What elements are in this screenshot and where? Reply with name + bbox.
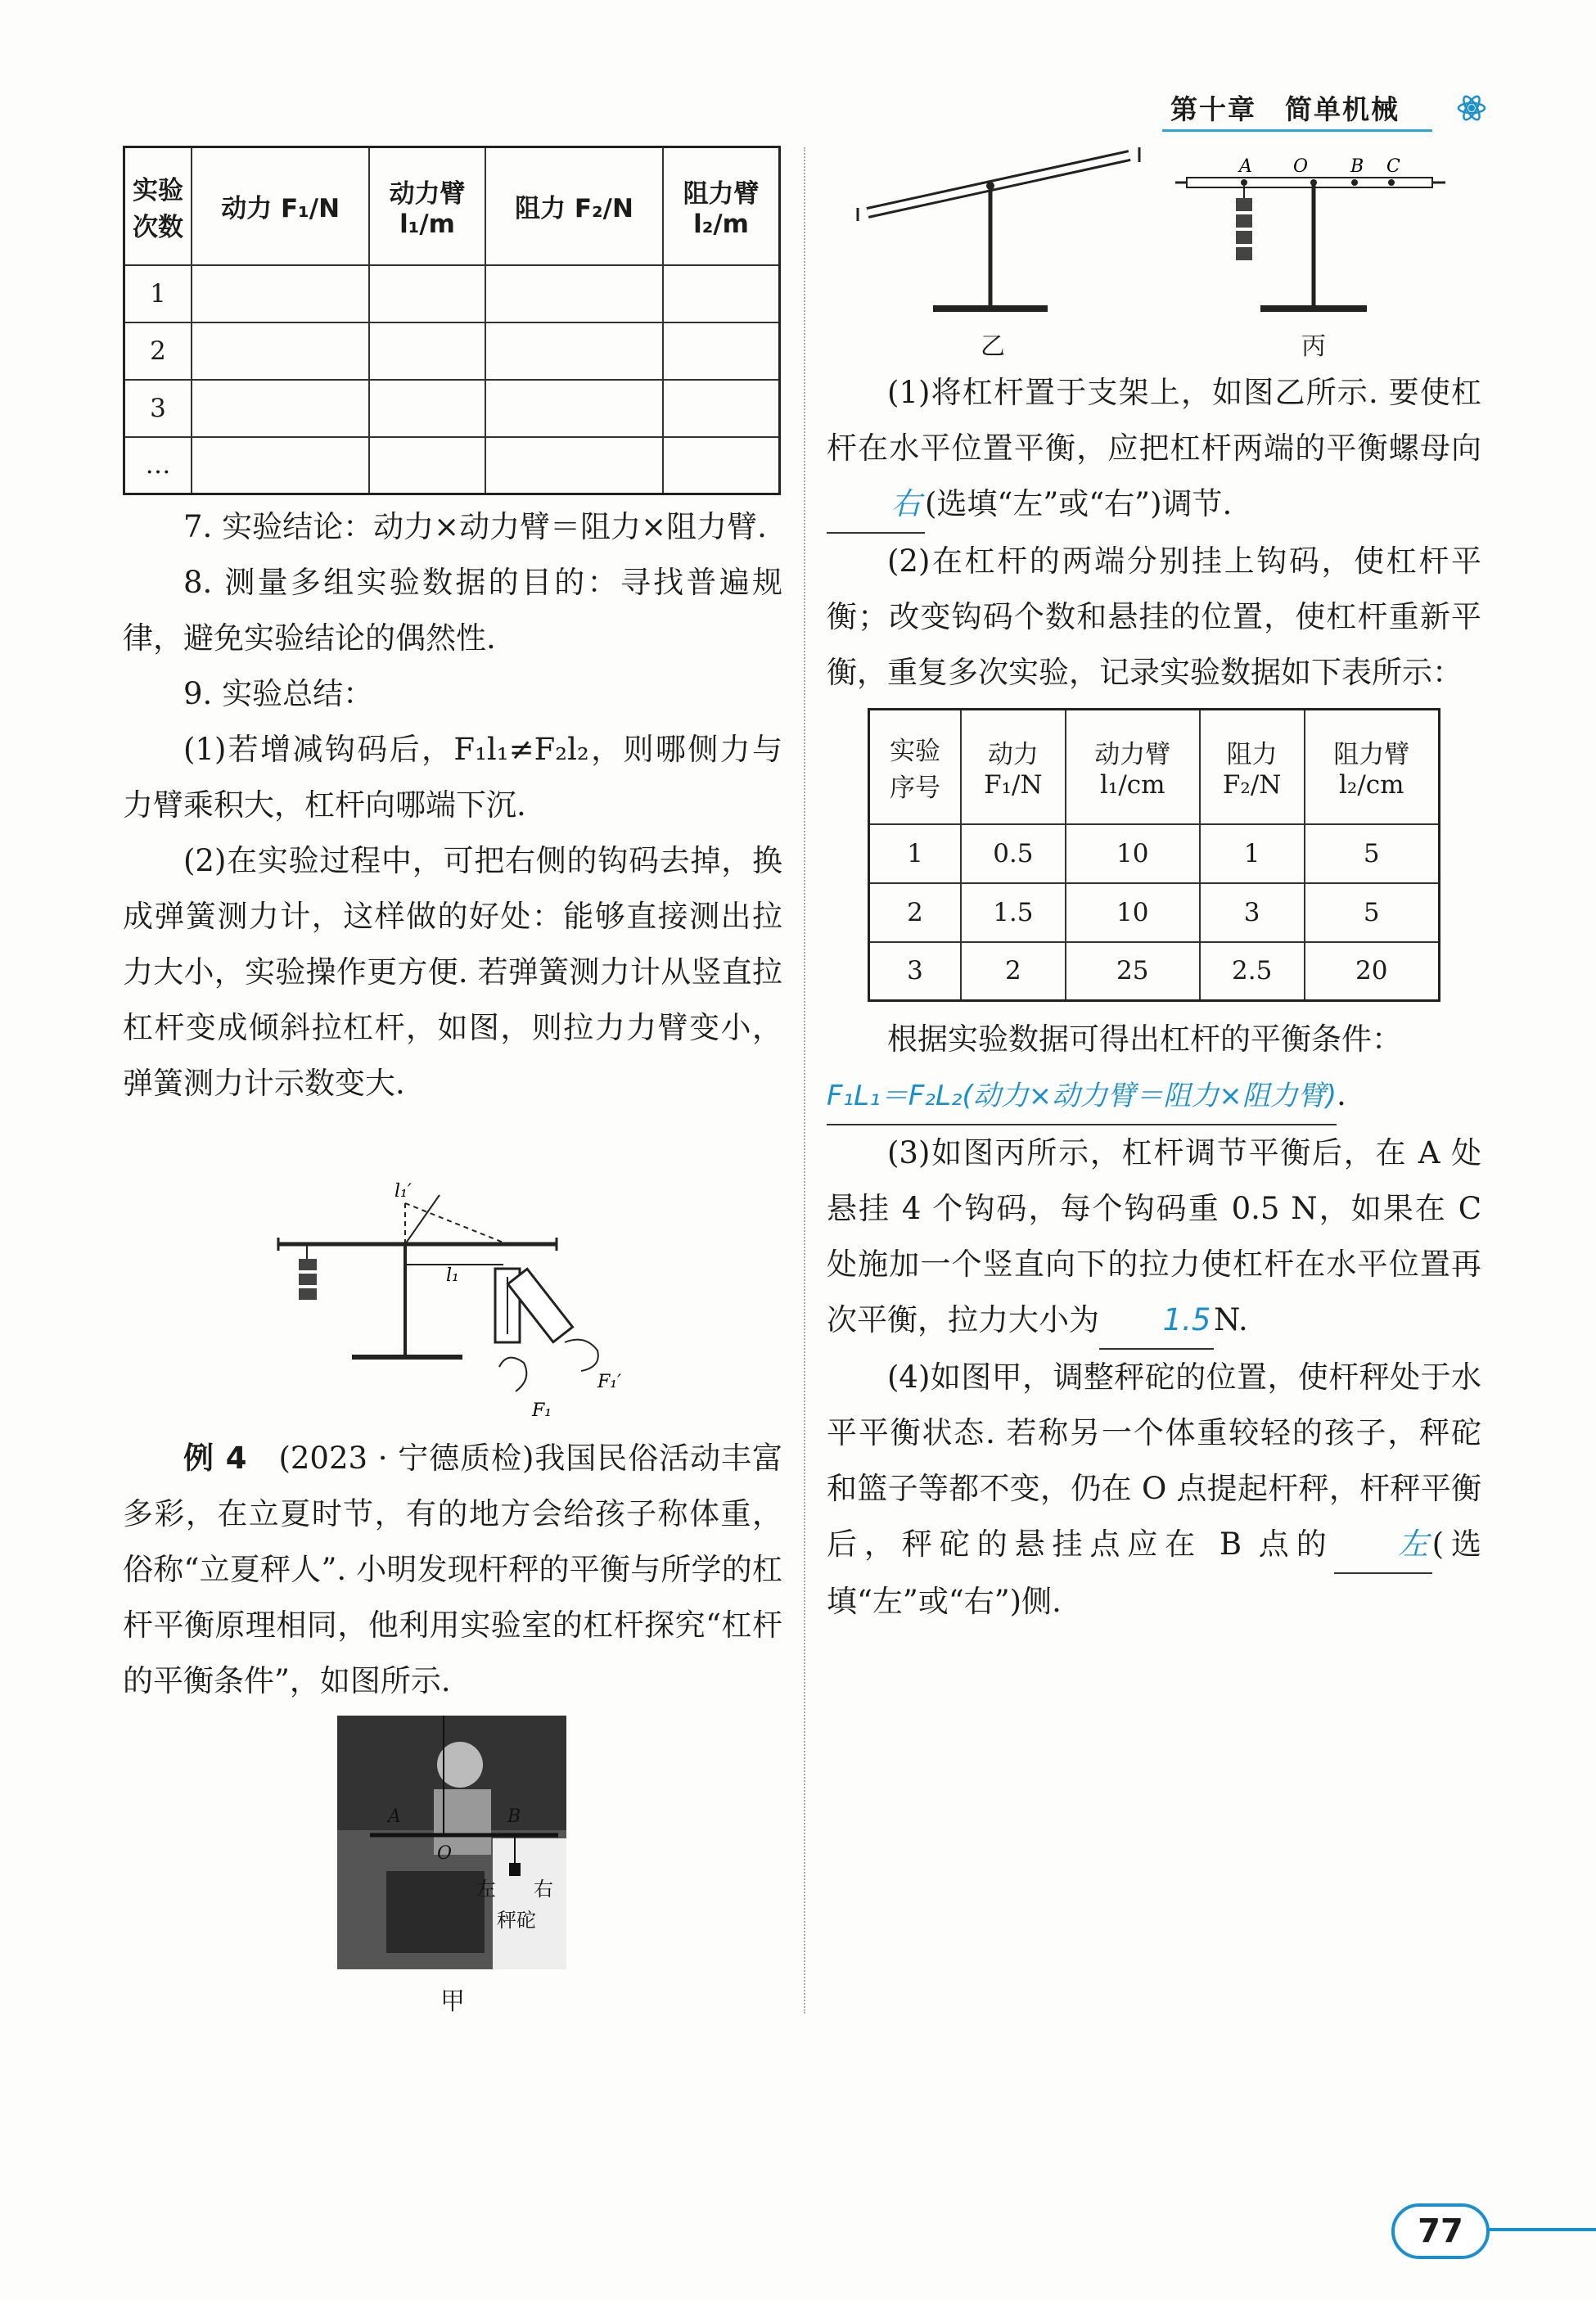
conclusion-answer: F₁L₁＝F₂L₂(动力×动力臂＝阻力×阻力臂). [827,1067,1481,1125]
page-number: 77 [1391,2203,1490,2259]
data-table: 实验 序号 动力 F₁/N 动力臂 l₁/cm 阻力 F₂/N 阻力臂 l₂/cm 1 0.5 10 1 5 2 1.5 10 3 5 3 2 25 2.5 20 [868,708,1440,1002]
caption-bing: 丙 [1301,332,1326,361]
jia-label-o: O [437,1843,453,1864]
table-row: 2 1.5 10 3 5 [869,883,1440,942]
record-table-empty: 实验 次数 动力 F₁/N 动力臂 l₁/m 阻力 F₂/N 阻力臂 l₂/m 1 2 3 … [123,146,781,495]
label-f1-prime: F₁′ [597,1372,622,1392]
right-text-top [827,365,1481,701]
bing-label-a: A [1239,156,1252,177]
left-text-block [123,499,782,1112]
question-2: (2)在杠杆的两端分别挂上钩码，使杠杆平衡；改变钩码个数和悬挂的位置，使杠杆重新平衡，重复多次实验，记录实验数据如下表所示： [827,543,1481,690]
spring-scale-figure [270,1179,647,1424]
chapter-header: 第十章 简单机械 [1170,93,1400,125]
example-label: 例 4 [183,1441,247,1476]
jia-label-b: B [507,1806,521,1827]
caption-jia: 甲 [440,1987,465,2016]
table-row: 1 0.5 10 1 5 [869,824,1440,883]
point-9-1: (1)若增减钩码后，F₁l₁≠F₂l₂，则哪侧力与力臂乘积大，杠杆向哪端下沉. [123,732,782,823]
figure-bing [1170,147,1457,327]
question-1: (1)将杠杆置于支架上，如图乙所示. 要使杠杆在水平位置平衡，应把杠杆两端的平衡螺母向右 (选填“左”或“右”)调节. [827,365,1481,534]
bing-label-o: O [1293,156,1309,177]
jia-label-right: 右 [534,1878,553,1901]
answer-4: 左 [1334,1517,1432,1574]
label-l1: l₁ [446,1265,459,1286]
point-8: 8. 测量多组实验数据的目的：寻找普遍规律，避免实验结论的偶然性. [123,565,782,656]
caption-yi: 乙 [981,332,1005,361]
point-9: 9. 实验总结： [183,676,374,711]
question-4: (4)如图甲，调整秤砣的位置，使杆秤处于水平平衡状态. 若称另一个体重较轻的孩子，秤砣和篮子等都不变，仍在 O 点提起杆秤，杆秤平衡后，秤砣的悬挂点应在 B 点的 左 (选填“左”或“右”)侧. [827,1360,1481,1619]
bing-label-c: C [1386,156,1400,177]
figure-yi [851,139,1162,327]
example-text: (2023 · 宁德质检)我国民俗活动丰富多彩，在立夏时节，有的地方会给孩子称体重，俗称“立夏秤人”. 小明发现杆秤的平衡与所学的杠杆平衡原理相同，他利用实验室的杠杆探究“杠杆的平衡条件”，如图所示. [123,1441,782,1698]
label-f1: F₁ [532,1400,552,1421]
label-l1-prime: l₁′ [394,1181,412,1202]
column-divider [804,147,805,2014]
conclusion: 根据实验数据可得出杠杆的平衡条件： [887,1021,1402,1057]
page-number-rule [1483,2228,1596,2231]
atom-icon [1455,92,1488,124]
right-text-bottom [827,1012,1481,1630]
jia-label-a: A [388,1806,401,1827]
point-7: 7. 实验结论：动力×动力臂＝阻力×阻力臂. [183,509,767,544]
table-row: 3 2 25 2.5 20 [869,942,1440,1001]
answer-3: 1.5 [1099,1292,1214,1350]
bing-label-b: B [1350,156,1364,177]
point-9-2: (2)在实验过程中，可把右侧的钩码去掉，换成弹簧测力计，这样做的好处：能够直接测出拉力大小，实验操作更方便. 若弹簧测力计从竖直拉杠杆变成倾斜拉杠杆，如图，则拉力力臂变小，弹簧测力计示数变大. [123,843,782,1101]
question-3: (3)如图丙所示，杠杆调节平衡后，在 A 处悬挂 4 个钩码，每个钩码重 0.5 N，如果在 C 处施加一个竖直向下的拉力使杠杆在水平位置再次平衡，拉力大小为 1.5N. [827,1125,1481,1350]
header-rule [1162,129,1432,132]
jia-label-weight: 秤砣 [497,1909,536,1932]
photo-jia [337,1716,566,1969]
example-4 [123,1431,782,1709]
answer-1: 右 [827,476,925,534]
jia-label-left: 左 [476,1878,496,1901]
